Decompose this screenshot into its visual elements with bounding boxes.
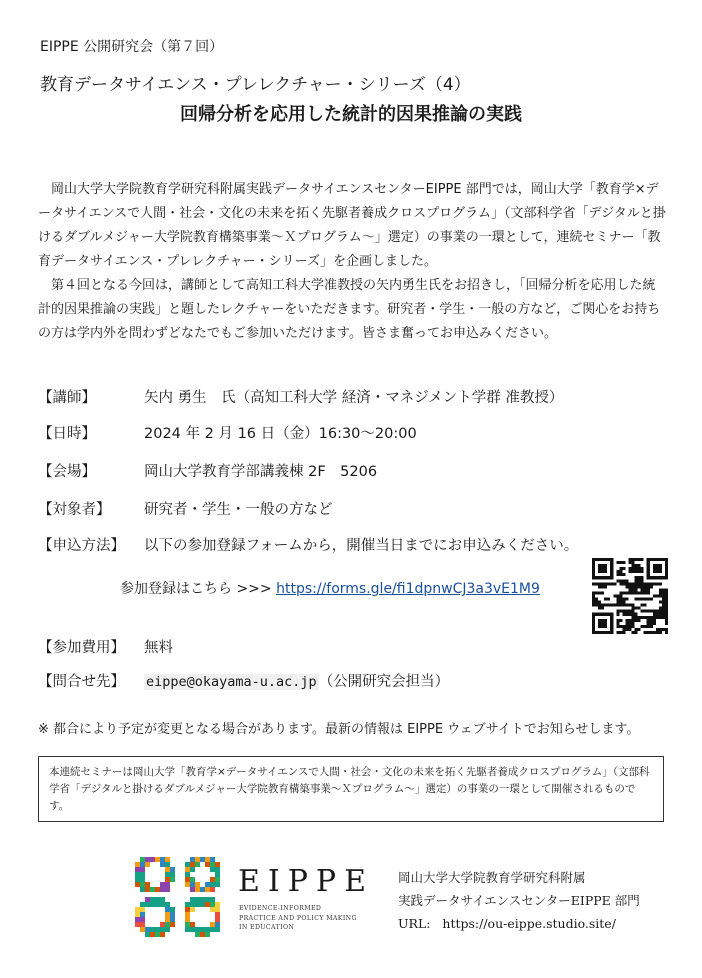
lecturer-label: 【講師】	[38, 390, 96, 406]
logo-tagline-1: EVIDENCE-INFORMED	[239, 905, 322, 912]
logo-tagline-3: IN EDUCATION	[239, 924, 295, 931]
org-url[interactable]: https://ou-eippe.studio.site/	[442, 916, 616, 931]
org-url-label: URL:	[398, 916, 431, 931]
org-url-line	[398, 912, 640, 935]
fee-value: 無料	[144, 640, 173, 656]
logo-tagline-2: PRACTICE AND POLICY MAKING	[239, 914, 357, 922]
page-title: 回帰分析を応用した統計的因果推論の実践	[180, 104, 522, 125]
register-line	[120, 578, 540, 598]
org-line-2: 実践データサイエンスセンターEIPPE 部門	[398, 893, 640, 908]
intro-paragraph-2: 第４回となる今回は，講師として高知工科大学准教授の矢内勇生氏をお招きし，「回帰分析を応用した統計的因果推論の実践」と題したレクチャーをいただきます。研究者・学生・一般の方など，ご関心をお持ちの方は学内外を問わずどなたでもご参加いただけます。皆さま奮ってお申込みください。	[38, 278, 661, 341]
apply-value: 以下の参加登録フォームから，開催当日までにお申込みください。	[144, 538, 579, 554]
venue-value: 岡山大学教育学部講義棟 2F 5206	[144, 464, 378, 480]
audience-value: 研究者・学生・一般の方など	[144, 502, 333, 518]
organization-info	[398, 866, 640, 935]
contact-label: 【問合せ先】	[38, 674, 125, 690]
registration-form-link[interactable]: https://forms.gle/fi1dpnwCJ3a3vE1M9	[276, 581, 540, 597]
contact-value	[144, 670, 449, 691]
eippe-logo	[112, 842, 388, 946]
date-label: 【日時】	[38, 426, 96, 442]
program-note-box: 本連続セミナーは岡山大学「教育学×データサイエンスで人間・社会・文化の未来を拓く先駆者養成クロスプログラム」（文部科学省「デジタルと掛けるダブルメジャー大学院教育構築事業～Ｘプログラム～」選定）の事業の一環として開催されるものです。	[38, 756, 664, 822]
fee-label: 【参加費用】	[38, 640, 125, 656]
logo-tagline	[239, 904, 357, 933]
intro-text	[38, 178, 668, 346]
org-line-1: 岡山大学大学院教育学研究科附属	[398, 870, 586, 885]
register-text: 参加登録はこちら >>>	[120, 581, 277, 597]
qr-code-icon[interactable]	[592, 558, 668, 634]
date-value: 2024 年 2 月 16 日（金）16:30～20:00	[144, 426, 417, 442]
schedule-note: ※ 都合により予定が変更となる場合があります。最新の情報は EIPPE ウェブサイトでお知らせします。	[38, 722, 640, 737]
apply-label: 【申込方法】	[38, 538, 125, 554]
contact-note: （公開研究会担当）	[318, 674, 450, 690]
event-heading: EIPPE 公開研究会（第７回）	[40, 39, 224, 55]
series-title: 教育データサイエンス・プレレクチャー・シリーズ（4）	[40, 75, 471, 95]
logo-wordmark: EIPPE	[238, 864, 375, 899]
venue-label: 【会場】	[38, 464, 96, 480]
eippe-mosaic-logo-icon	[126, 850, 230, 940]
audience-label: 【対象者】	[38, 502, 111, 518]
contact-email[interactable]: eippe@okayama-u.ac.jp	[146, 674, 317, 690]
lecturer-value: 矢内 勇生 氏（高知工科大学 経済・マネジメント学群 准教授）	[144, 390, 564, 406]
intro-paragraph-1: 岡山大学大学院教育学研究科附属実践データサイエンスセンターEIPPE 部門では，岡山大学「教育学×データサイエンスで人間・社会・文化の未来を拓く先駆者養成クロスプログラム」（文部科学省「デジタルと掛けるダブルメジャー大学院教育構築事業～Ｘプログラム～」選定）の事業の一環として，連続セミナー「教育データサイエンス・プレレクチャー・シリーズ」を企画しました。	[38, 182, 666, 269]
